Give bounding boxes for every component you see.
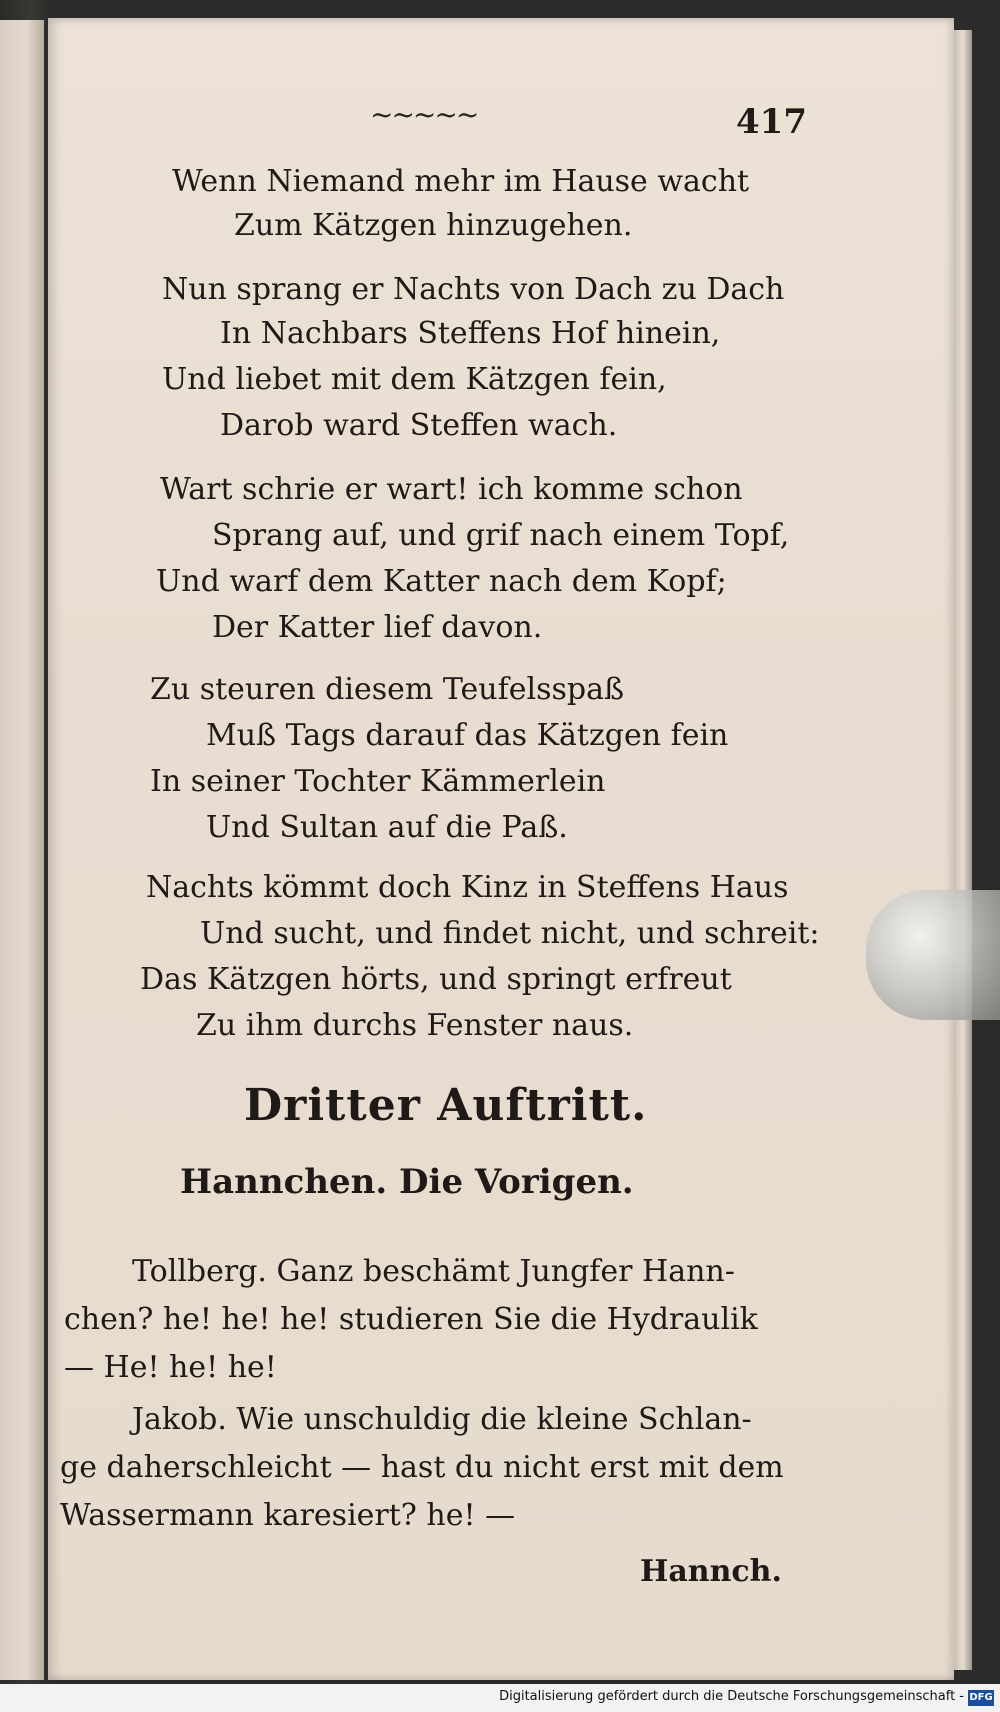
verse-line: Das Kätzgen hörts, und springt erfreut xyxy=(140,962,732,997)
facing-page-edge xyxy=(0,20,44,1680)
dialogue-line: Tollberg. Ganz beschämt Jungfer Hann- xyxy=(132,1254,735,1289)
verse-line: Darob ward Steffen wach. xyxy=(220,408,618,443)
verse-line: In seiner Tochter Kämmerlein xyxy=(150,764,606,799)
page-number: 417 xyxy=(736,102,807,142)
verse-line: Wart schrie er wart! ich komme schon xyxy=(160,472,743,507)
footer-credit: Digitalisierung gefördert durch die Deutsche Forschungsgemeinschaft - xyxy=(499,1689,964,1704)
dfg-logo: DFG xyxy=(968,1690,994,1706)
scene-heading: Dritter Auftritt. xyxy=(244,1080,648,1131)
verse-line: Zum Kätzgen hinzugehen. xyxy=(234,208,633,243)
page-stack-edge xyxy=(954,30,972,1670)
verse-line: Und Sultan auf die Paß. xyxy=(206,810,568,845)
verse-line: Zu ihm durchs Fenster naus. xyxy=(196,1008,634,1043)
verse-line: Und warf dem Katter nach dem Kopf; xyxy=(156,564,727,599)
dialogue-line: chen? he! he! he! studieren Sie die Hydraulik xyxy=(64,1302,758,1337)
dialogue-line: ge daherschleicht — hast du nicht erst mit dem xyxy=(60,1450,784,1485)
dialogue-line: Jakob. Wie unschuldig die kleine Schlan- xyxy=(132,1402,752,1437)
scene-characters: Hannchen. Die Vorigen. xyxy=(180,1162,634,1202)
header-ornament: ~~~~~ xyxy=(370,98,478,131)
verse-line: Sprang auf, und grif nach einem Topf, xyxy=(212,518,790,553)
verse-line: Wenn Niemand mehr im Hause wacht xyxy=(172,164,750,199)
verse-line: Und sucht, und findet nicht, und schreit: xyxy=(200,916,820,951)
digitization-footer xyxy=(0,1684,1000,1712)
page-clip xyxy=(866,890,1000,1020)
dialogue-line: Wassermann karesiert? he! — xyxy=(60,1498,516,1533)
verse-line: Und liebet mit dem Kätzgen fein, xyxy=(162,362,667,397)
verse-line: In Nachbars Steffens Hof hinein, xyxy=(220,316,721,351)
verse-line: Zu steuren diesem Teufelsspaß xyxy=(150,672,624,707)
catchword: Hannch. xyxy=(640,1554,782,1589)
verse-line: Nachts kömmt doch Kinz in Steffens Haus xyxy=(146,870,789,905)
verse-line: Muß Tags darauf das Kätzgen fein xyxy=(206,718,729,753)
verse-line: Nun sprang er Nachts von Dach zu Dach xyxy=(162,272,785,307)
dialogue-line: — He! he! he! xyxy=(64,1350,277,1385)
verse-line: Der Katter lief davon. xyxy=(212,610,543,645)
